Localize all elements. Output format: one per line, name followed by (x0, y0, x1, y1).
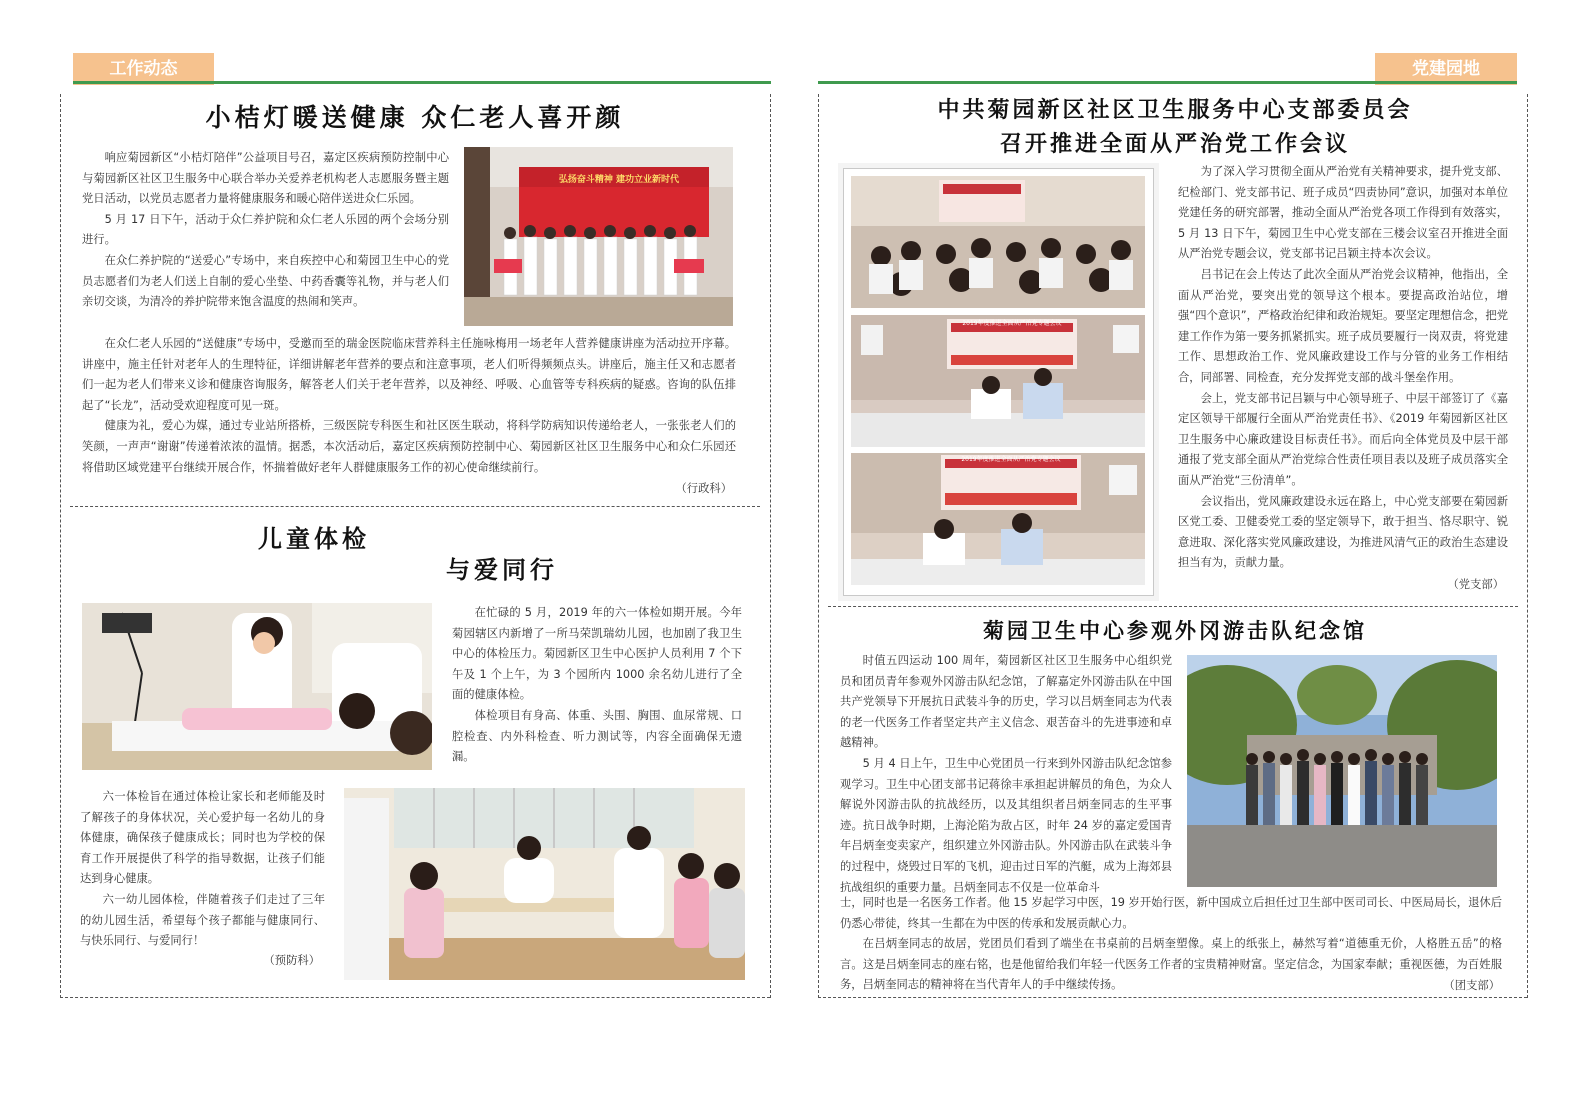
paragraph: 六一幼儿园体检，伴随着孩子们走过了三年的幼儿园生活，希望每个孩子都能与健康同行、与快乐同行、与爱同行！ (80, 892, 325, 948)
header-rule-left (73, 81, 771, 84)
paragraph: 5 月 17 日下午，活动于众仁养护院和众仁老人乐园的两个会场分别进行。 (82, 212, 449, 247)
article-title-child-checkup-line2: 与爱同行 (446, 555, 558, 584)
paragraph: 士，同时也是一名医务工作者。他 15 岁起学习中医，19 岁开始行医，新中国成立后担任过卫生部中医司司长、中医局局长，退休后仍悉心带徒，终其一生都在为中医的传承和发展贡献心力。 (840, 896, 1502, 930)
frame-left-bottom (60, 997, 770, 998)
paragraph: 六一体检旨在通过体检让家长和老师能及时了解孩子的身体状况，关心爱护每一名幼儿的身体健康，确保孩子健康成长；同时也为学校的保育工作开展提供了科学的指导数据，让孩子们能达到身心健康。 (80, 790, 325, 886)
paragraph: 在忙碌的 5 月，2019 年的六一体检如期开展。今年菊园辖区内新增了一所马荣凯瑞幼儿园，也加剧了我卫生中心的体检压力。菊园新区卫生中心医护人员利用 7 个下午及 1 个上午，为 3 个园所内 1000 余名幼儿进行了全面的健康体检。 (452, 606, 742, 702)
article-title-child-checkup-line1: 儿童体检 (258, 524, 370, 553)
article-body-orange-lamp-full (82, 334, 736, 478)
paragraph: 在众仁老人乐园的“送健康”专场中，受邀而至的瑞金医院临床营养科主任施咏梅用一场老年人营养健康讲座为活动拉开序幕。讲座中，施主任针对老年人的生理特征，详细讲解老年营养的要点和注意事项，老人们听得频频点头。讲座后，施主任又和志愿者们一起为老人们带来义诊和健康咨询服务，解答老人们关于老年营养，以及神经、呼吸、心血管等专科疾病的疑惑。咨询的队伍排起了“长龙”，活动受欢迎程度可见一斑。 (82, 337, 736, 412)
frame-right-inner-edge (818, 94, 819, 998)
paragraph: 吕书记在会上传达了此次全面从严治党会议精神，他指出，全面从严治党，要突出党的领导这个根本。要提高政治站位，增强“四个意识”，严格政治纪律和政治规矩。要坚定理想信念，把党建工作作为第一要务抓紧抓实。班子成员要履行一岗双责，将党建工作、思想政治工作、党风廉政建设工作与分管的业务工作相结合，同部署、同检查，充分发挥党支部的战斗堡垒作用。 (1178, 267, 1508, 384)
divider-right-middle (828, 606, 1518, 607)
frame-left-inner-edge (770, 94, 771, 998)
article-signature-prevention: （预防科） (263, 954, 320, 967)
photo-children-classroom (344, 788, 745, 980)
paragraph: 响应菊园新区“小桔灯陪伴”公益项目号召，嘉定区疾病预防控制中心与菊园新区社区卫生服务中心联合举办关爱养老机构老人志愿服务暨主题党日活动，以党员志愿者力量将健康服务和暖心陪伴送进众仁乐园。 (82, 151, 449, 206)
article-signature-party-branch: （党支部） (1447, 578, 1504, 591)
article-signature-admin: （行政科） (675, 482, 732, 495)
paragraph: 体检项目有身高、体重、头围、胸围、血尿常规、口腔检查、内外科检查、听力测试等，内容全面确保无遗漏。 (452, 708, 742, 764)
article-body-child-top (452, 603, 742, 768)
article-body-child-bottom (80, 787, 325, 952)
paragraph: 5 月 4 日上午，卫生中心党团员一行来到外冈游击队纪念馆参观学习。卫生中心团支部书记蒋徐丰承担起讲解员的角色，为众人解说外冈游击队的抗战经历，以及其组织者吕炳奎同志的生平事迹。抗日战争时期，上海沦陷为敌占区，时年 24 岁的嘉定爱国青年吕炳奎变卖家产，组织建立外冈游击队。外冈游击队在武装斗争的过程中，烧毁过日军的飞机，迎击过日军的汽艇，成为上海郊县抗战组织的重要力量。吕炳奎同志不仅是一位革命斗 (840, 756, 1172, 894)
photo-memorial-group (1187, 655, 1497, 887)
frame-left-edge (60, 94, 61, 998)
article-title-orange-lamp: 小桔灯暖送健康 众仁老人喜开颜 (205, 103, 625, 132)
photo-banner-text: 弘扬奋斗精神 建功立业新时代 (558, 175, 680, 185)
paragraph: 为了深入学习贯彻全面从严治党有关精神要求，提升党支部、纪检部门、党支部书记、班子成员“四责协同”意识，加强对本单位党建任务的研究部署，推动全面从严治党各项工作得到有效落实，5 月 13 日下午，菊园卫生中心党支部在三楼会议室召开推进全面从严治党专题会议，党支部书记吕颖主持本次会议。 (1178, 165, 1508, 261)
screen-caption-2: 2019年度推进全面从严治党专题会议 (961, 456, 1061, 463)
article-body-party-meeting (1178, 162, 1508, 574)
paragraph: 会议指出，党风廉政建设永远在路上，中心党支部要在菊园新区党工委、卫健委党工委的坚定领导下，敢于担当、恪尽职守、锐意进取、深化落实党风廉政建设，为推进风清气正的政治生态建设担当有为，贡献力量。 (1178, 494, 1508, 570)
section-tab-party-building: 党建园地 (1375, 53, 1517, 85)
photo-meeting-signing-1 (851, 315, 1145, 447)
screen-caption-1: 2019年度推进全面从严治党专题会议 (962, 320, 1062, 327)
section-tab-work-news: 工作动态 (73, 53, 214, 85)
paragraph: 时值五四运动 100 周年，菊园新区社区卫生服务中心组织党员和团员青年参观外冈游击队纪念馆，了解嘉定外冈游击队在中国共产党领导下开展抗日武装斗争的历史，学习以吕炳奎同志为代表的老一代医务工作者坚定共产主义信念、艰苦奋斗的先进事迹和卓越精神。 (840, 654, 1172, 750)
article-body-orange-lamp-wrap (82, 148, 449, 313)
photo-child-exam-lying (82, 603, 432, 770)
article-title-party-meeting-line2: 召开推进全面从严治党工作会议 (999, 131, 1350, 157)
photo-meeting-audience (851, 176, 1145, 308)
paragraph: 在吕炳奎同志的故居，党团员们看到了端坐在书桌前的吕炳奎塑像。桌上的纸张上，赫然写着“道德重无价，人格胜五岳”的格言。这是吕炳奎同志的座右铭，也是他留给我们年轻一代医务工作者的宝贵精神财富。坚定信念，为国家奉献；重视医德，为百姓服务，吕炳奎同志的精神将在当代青年人的手中继续传扬。 (840, 937, 1502, 992)
paragraph: 健康为礼，爱心为媒，通过专业站所搭桥，三级医院专科医生和社区医生联动，将科学防病知识传递给老人，一张张老人们的笑颜，一声声“谢谢”传递着浓浓的温情。据悉，本次活动后，嘉定区疾病预防控制中心、菊园新区社区卫生服务中心和众仁乐园还将借助区域党建平台继续开展合作，怀揣着做好老年人群健康服务工作的初心使命继续前行。 (82, 419, 736, 474)
article-title-party-meeting-line1: 中共菊园新区社区卫生服务中心支部委员会 (937, 97, 1413, 123)
article-body-memorial-wrap (840, 651, 1172, 898)
frame-right-edge (1527, 94, 1528, 998)
paragraph: 在众仁养护院的“送爱心”专场中，来自疾控中心和菊园卫生中心的党员志愿者们为老人们送上自制的爱心坐垫、中药香囊等礼物，并与老人们亲切交谈，为清冷的养护院带来饱含温度的热闹和笑声。 (82, 253, 449, 309)
frame-right-bottom (818, 997, 1527, 998)
photo-meeting-signing-2 (851, 453, 1145, 585)
article-title-memorial-visit: 菊园卫生中心参观外冈游击队纪念馆 (983, 618, 1367, 643)
article-signature-youth-league: （团支部） (1443, 979, 1500, 992)
header-rule-right (818, 81, 1517, 84)
paragraph: 会上，党支部书记吕颖与中心领导班子、中层干部签订了《嘉定区领导干部履行全面从严治党责任书》、《2019 年菊园新区社区卫生服务中心廉政建设目标责任书》。而后向全体党员及中层干部通报了党支部全面从严治党综合性责任项目表以及班子成员落实全面从严治党“三份清单”。 (1178, 391, 1508, 487)
divider-left-middle (70, 506, 760, 507)
